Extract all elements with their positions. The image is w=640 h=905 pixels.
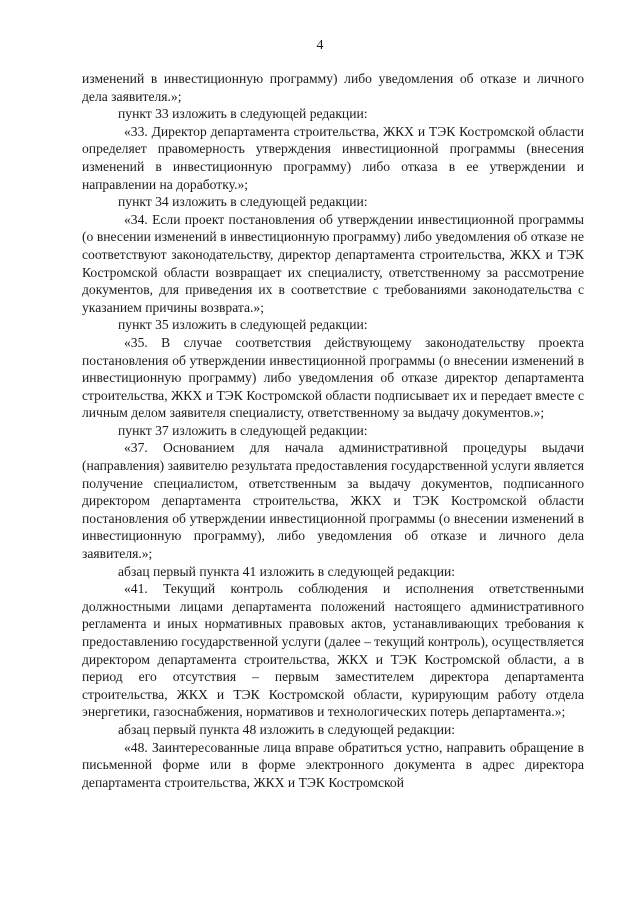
clause-41: «41. Текущий контроль соблюдения и исполнения ответственными должностными лицами департамента положений настоящего административного регламента и иных нормативных правовых актов, устанавливающих требования к предоставлению государственной услуги (далее – текущий контроль), осуществляется директором департамента строительства, ЖКХ и ТЭК Костромской области, а в период его отсутствия – первым заместителем директора департамента строительства, ЖКХ и ТЭК Костромской области, курирующим работу отдела энергетики, газоснабжения, нормативов и технологических потерь департамента.»; xyxy=(82,581,585,720)
clause-34: «34. Если проект постановления об утверждении инвестиционной программы (о внесении изменений в инвестиционную программу) либо уведомления об отказе не соответствуют законодательству, директор департамента строительства, ЖКХ и ТЭК Костромской области возвращает их специалисту, ответственному за рассмотрение документов, для приведения их в соответствие с требованиями законодательства с указанием причины возврата.»; xyxy=(82,211,584,315)
amendment-instruction-33: пункт 33 изложить в следующей редакции: xyxy=(118,106,368,122)
paragraph-continuation: изменений в инвестиционную программу) либо уведомления об отказе и личного дела заявителя.»; xyxy=(82,71,584,104)
amendment-instruction-35: пункт 35 изложить в следующей редакции: xyxy=(118,317,368,333)
amendment-instruction-34: пункт 34 изложить в следующей редакции: xyxy=(118,194,368,210)
amendment-instruction-37: пункт 37 изложить в следующей редакции: xyxy=(118,422,368,438)
amendment-instruction-48: абзац первый пункта 48 изложить в следующей редакции: xyxy=(118,721,456,737)
document-body xyxy=(82,70,584,791)
page-number: 4 xyxy=(316,38,324,53)
clause-35: «35. В случае соответствия действующему законодательству проекта постановления об утверждении инвестиционной программы (о внесении изменений в инвестиционную программу) либо уведомления об отказе директор департамента строительства, ЖКХ и ТЭК Костромской области подписывает их и передает вместе с личным делом заявителя специалисту, ответственному за выдачу документов.»; xyxy=(82,334,584,421)
clause-37: «37. Основанием для начала административной процедуры выдачи (направления) заявителю результата предоставления государственной услуги является получение специалистом, ответственным за выдачу документов, подписанного директором департамента строительства, ЖКХ и ТЭК Костромской области постановления об утверждении инвестиционной программы (о внесении изменений в инвестиционную программу), либо уведомления об отказе и личного дела заявителя.»; xyxy=(82,440,584,562)
amendment-instruction-41: абзац первый пункта 41 изложить в следующей редакции: xyxy=(118,563,456,579)
clause-33: «33. Директор департамента строительства, ЖКХ и ТЭК Костромской области определяет правомерность утверждения инвестиционной программы (внесения изменений в инвестиционную программу) либо отказа в ее утверждении и направлении на доработку.»; xyxy=(82,123,584,192)
clause-48: «48. Заинтересованные лица вправе обратиться устно, направить обращение в письменной форме или в форме электронного документа в адрес директора департамента строительства, ЖКХ и ТЭК Костромской xyxy=(82,739,584,790)
